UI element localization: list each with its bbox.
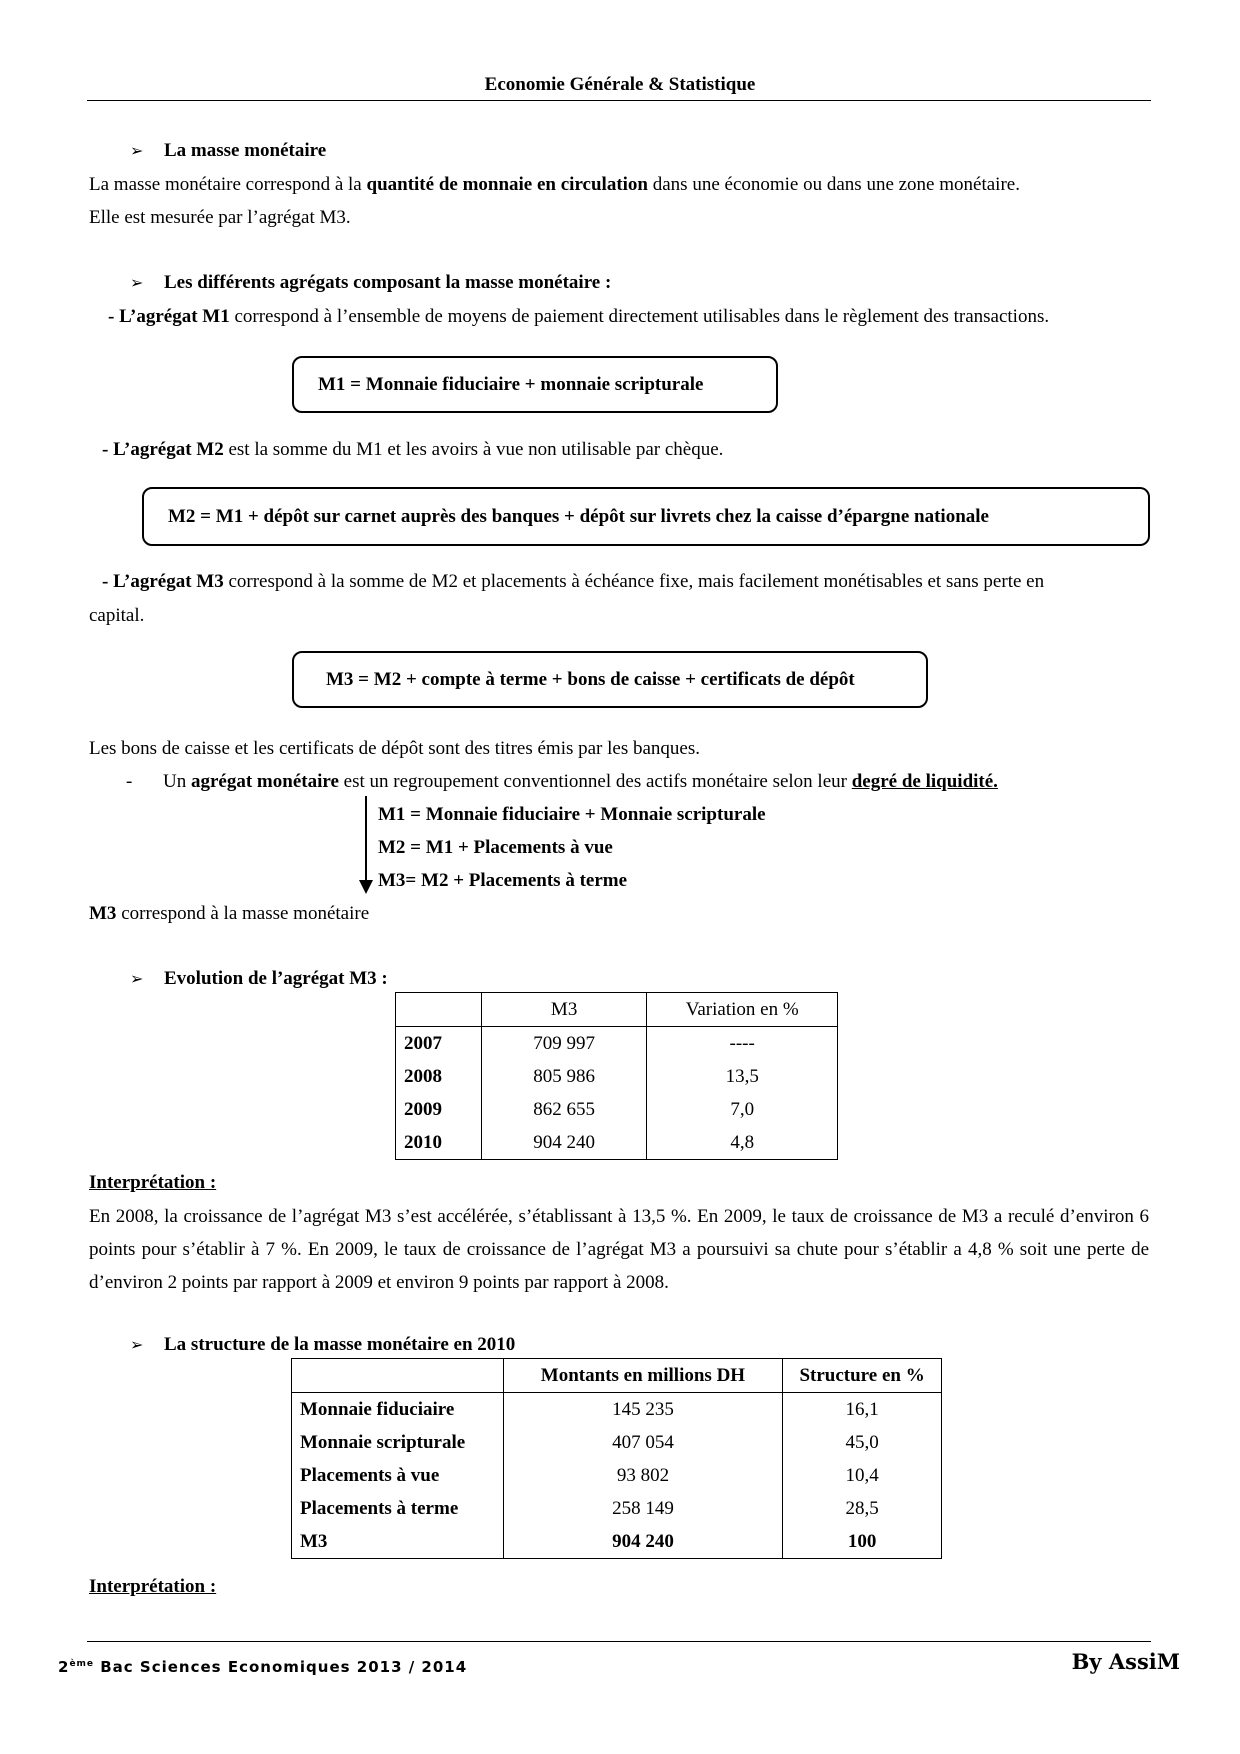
aggregate-list-item: M1 = Monnaie fiduciaire + Monnaie scripturale (378, 804, 766, 825)
list-dash: - (126, 771, 133, 792)
aggregate-list-item: M2 = M1 + Placements à vue (378, 837, 613, 858)
arrow-bullet-icon: ➢ (130, 1337, 144, 1354)
amount-cell: 258 149 (503, 1492, 782, 1525)
variation-cell: ---- (647, 1027, 838, 1061)
component-cell: Placements à vue (292, 1459, 504, 1492)
m3-definition: - L’agrégat M3 correspond à la somme de M2 et placements à échéance fixe, mais facilement monétisables et sans perte en (102, 571, 1045, 592)
arrow-bullet-icon: ➢ (130, 143, 144, 160)
table-row (396, 1093, 838, 1126)
variation-cell: 7,0 (647, 1093, 838, 1126)
amount-cell: 407 054 (503, 1426, 782, 1459)
paragraph: Elle est mesurée par l’agrégat M3. (89, 207, 351, 228)
table-row-total (292, 1525, 942, 1559)
section-heading-structure: ➢ La structure de la masse monétaire en 2010 (130, 1333, 515, 1358)
m1-formula-box: M1 = Monnaie fiduciaire + monnaie scripturale (292, 356, 778, 413)
m3-masse-note: M3 correspond à la masse monétaire (89, 903, 370, 924)
m1-definition: - L’agrégat M1 correspond à l’ensemble de moyens de paiement directement utilisables dans le règlement des transactions. (108, 306, 1050, 327)
m2-formula-box: M2 = M1 + dépôt sur carnet auprès des banques + dépôt sur livrets chez la caisse d’épargne nationale (142, 487, 1150, 546)
component-cell: Monnaie scripturale (292, 1426, 504, 1459)
amount-cell: 904 240 (503, 1525, 782, 1559)
footer-rule (87, 1641, 1151, 1642)
share-cell: 28,5 (783, 1492, 942, 1525)
table-row (396, 1126, 838, 1160)
table-header-cell: Montants en millions DH (503, 1359, 782, 1393)
section-heading-evolution: ➢ Evolution de l’agrégat M3 : (130, 967, 388, 992)
table-row (292, 1459, 942, 1492)
amount-cell: 145 235 (503, 1393, 782, 1427)
variation-cell: 4,8 (647, 1126, 838, 1160)
component-cell: Monnaie fiduciaire (292, 1393, 504, 1427)
section-heading-agregats: ➢ Les différents agrégats composant la masse monétaire : (130, 271, 611, 296)
interpretation-title-2: Interprétation : (89, 1576, 217, 1597)
share-cell: 100 (783, 1525, 942, 1559)
aggregate-list-item: M3= M2 + Placements à terme (378, 870, 628, 891)
table-row (292, 1492, 942, 1525)
footer-class-label: 2ème Bac Sciences Economiques 2013 / 2014 (58, 1658, 468, 1676)
page-header-title: Economie Générale & Statistique (484, 74, 756, 95)
share-cell: 16,1 (783, 1393, 942, 1427)
interpretation-text: En 2008, la croissance de l’agrégat M3 s’est accélérée, s’établissant à 13,5 %. En 2009, le taux de croissance de M3 a reculé d’environ 6 points pour s’établir à 7 %. En 2009, le taux de croissance de l’agrégat M3 a poursuivi sa chute pour s’établir a 4,8 % soit une perte de d’environ 2 points par rapport à 2009 et environ 9 points par rapport à 2008. (89, 1206, 1149, 1293)
bons-caisse-note: Les bons de caisse et les certificats de dépôt sont des titres émis par les banques. (89, 738, 700, 759)
amount-cell: 93 802 (503, 1459, 782, 1492)
m3-definition-cont: capital. (89, 605, 145, 626)
year-cell: 2008 (396, 1060, 482, 1093)
table-header-cell (396, 993, 482, 1027)
table-header-cell: M3 (481, 993, 647, 1027)
m3-structure-table (291, 1358, 942, 1559)
interpretation-title: Interprétation : (89, 1172, 217, 1193)
variation-cell: 13,5 (647, 1060, 838, 1093)
value-cell: 904 240 (481, 1126, 647, 1160)
year-cell: 2010 (396, 1126, 482, 1160)
year-cell: 2009 (396, 1093, 482, 1126)
table-header-cell: Variation en % (647, 993, 838, 1027)
section-heading-masse: ➢ La masse monétaire (130, 139, 326, 164)
year-cell: 2007 (396, 1027, 482, 1061)
m2-definition: - L’agrégat M2 est la somme du M1 et les avoirs à vue non utilisable par chèque. (102, 439, 724, 460)
table-header-row (292, 1359, 942, 1393)
table-row (292, 1426, 942, 1459)
component-cell: Placements à terme (292, 1492, 504, 1525)
value-cell: 709 997 (481, 1027, 647, 1061)
m3-evolution-table (395, 992, 838, 1160)
table-header-row (396, 993, 838, 1027)
table-header-cell (292, 1359, 504, 1393)
table-row (292, 1393, 942, 1427)
value-cell: 862 655 (481, 1093, 647, 1126)
value-cell: 805 986 (481, 1060, 647, 1093)
table-row (396, 1027, 838, 1061)
share-cell: 45,0 (783, 1426, 942, 1459)
table-header-cell: Structure en % (783, 1359, 942, 1393)
share-cell: 10,4 (783, 1459, 942, 1492)
arrow-bullet-icon: ➢ (130, 275, 144, 292)
paragraph: La masse monétaire correspond à la quantité de monnaie en circulation dans une économie ou dans une zone monétaire. (89, 174, 1020, 195)
down-arrow-icon (356, 794, 376, 896)
arrow-bullet-icon: ➢ (130, 971, 144, 988)
m3-formula-box: M3 = M2 + compte à terme + bons de caisse + certificats de dépôt (292, 651, 928, 708)
component-cell: M3 (292, 1525, 504, 1559)
table-row (396, 1060, 838, 1093)
footer-author: By AssiM (1071, 1649, 1180, 1674)
header-rule (87, 100, 1151, 101)
agregat-definition: Un agrégat monétaire est un regroupement conventionnel des actifs monétaire selon leur degré de liquidité. (163, 771, 998, 792)
